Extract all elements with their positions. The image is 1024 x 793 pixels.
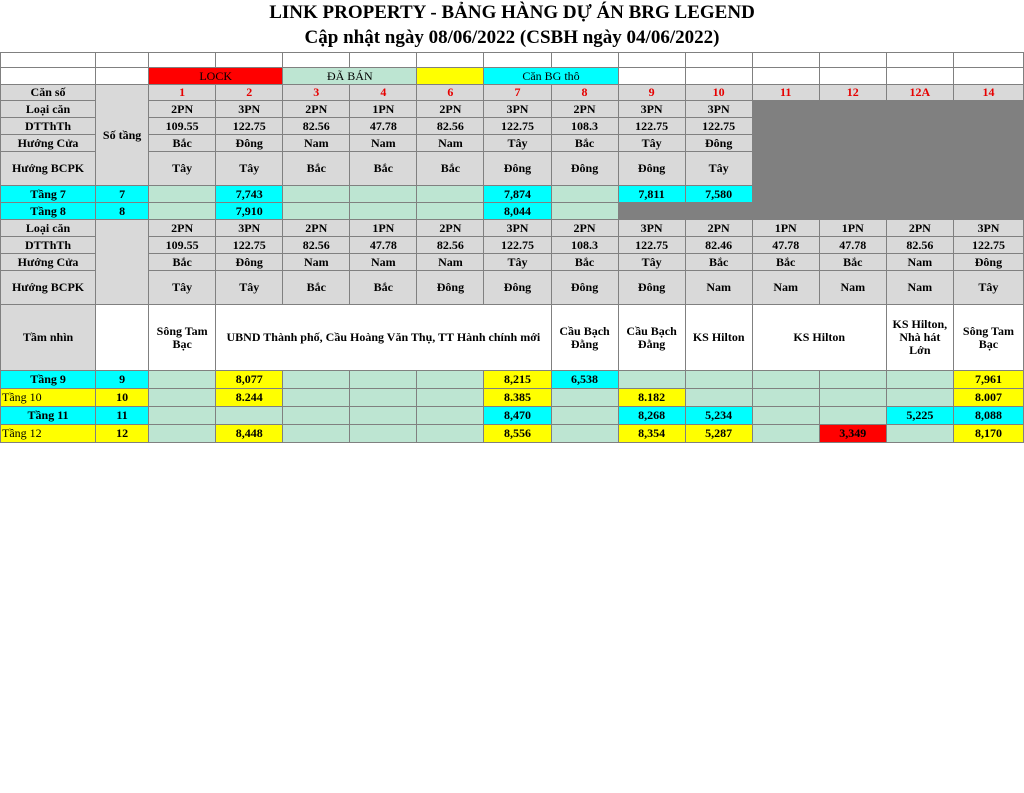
cell: Nam [417,254,484,271]
unit-header: 14 [953,85,1023,101]
unit-header: 6 [417,85,484,101]
cell: 2PN [417,101,484,118]
cell: 3PN [484,101,551,118]
cell: Tây [149,152,216,186]
cell: 82.46 [685,237,752,254]
cell: 82.56 [417,118,484,135]
floor-number: 8 [96,203,149,220]
cell: Nam [283,254,350,271]
price-cell: 5,225 [886,407,953,425]
cell: 3PN [484,220,551,237]
cell: 2PN [149,220,216,237]
floor-label: Tầng 10 [1,389,96,407]
cell: 122.75 [685,118,752,135]
cell: Nam [350,254,417,271]
row-label: Tầm nhìn [1,305,96,371]
cell: Bắc [350,271,417,305]
blank-row [1,53,1024,68]
view-cell: Cầu Bạch Đằng [618,305,685,371]
floor-label: Tầng 11 [1,407,96,425]
price-table [0,52,1024,443]
cell: 122.75 [618,118,685,135]
area-row [1,237,1024,254]
cell: Bắc [551,254,618,271]
row-label: Loại căn [1,101,96,118]
cell: Đông [953,254,1023,271]
price-cell: 8,170 [953,425,1023,443]
cell: 1PN [819,220,886,237]
cell: 108.3 [551,118,618,135]
cell: Nam [752,271,819,305]
legend-row [1,68,1024,85]
view-cell: KS Hilton [752,305,886,371]
cell: 1PN [350,220,417,237]
view-row [1,305,1024,371]
cell: 108.3 [551,237,618,254]
floor-label: Tầng 12 [1,425,96,443]
cell: Bắc [350,152,417,186]
cell: 2PN [886,220,953,237]
cell: Bắc [149,254,216,271]
cell: Tây [216,152,283,186]
cell: 122.75 [484,237,551,254]
price-cell: 8.385 [484,389,551,407]
cell: Tây [685,152,752,186]
cell: Bắc [819,254,886,271]
cell: 2PN [283,101,350,118]
cell: Bắc [685,254,752,271]
unit-header: 12A [886,85,953,101]
price-cell: 7,811 [618,186,685,203]
cell: 2PN [417,220,484,237]
price-cell: 5,287 [685,425,752,443]
price-cell: 7,910 [216,203,283,220]
cell: 1PN [752,220,819,237]
price-cell: 7,743 [216,186,283,203]
cell: Tây [618,254,685,271]
floor-row [1,407,1024,425]
cell: 82.56 [283,118,350,135]
price-cell: 8,088 [953,407,1023,425]
cell: Bắc [417,152,484,186]
cell: Tây [618,135,685,152]
cell: Tây [149,271,216,305]
cell: Đông [551,152,618,186]
cell: Bắc [149,135,216,152]
cell: 122.75 [484,118,551,135]
cell: Đông [417,271,484,305]
cell: 47.78 [819,237,886,254]
cell: Tây [484,254,551,271]
unit-header: 4 [350,85,417,101]
price-cell: 8,448 [216,425,283,443]
view-cell: Sông Tam Bạc [953,305,1023,371]
row-label: DTThTh [1,118,96,135]
unit-header: 11 [752,85,819,101]
floors-header: Số tầng [102,127,142,142]
price-cell: 8,470 [484,407,551,425]
page-title [0,0,1024,50]
price-cell: 8,215 [484,371,551,389]
cell: Đông [216,135,283,152]
cell: Đông [685,135,752,152]
price-cell: 8.182 [618,389,685,407]
floor-label: Tầng 9 [1,371,96,389]
floor-number: 7 [96,186,149,203]
cell: 122.75 [953,237,1023,254]
cell: 2PN [149,101,216,118]
legend-can-bg: Căn BG thô [484,68,618,85]
balcony-direction-row [1,271,1024,305]
cell: Đông [551,271,618,305]
cell: 3PN [216,101,283,118]
cell: 82.56 [417,237,484,254]
cell: 3PN [953,220,1023,237]
row-label: Hướng Cửa [1,254,96,271]
cell: Đông [618,271,685,305]
floor-number: 10 [96,389,149,407]
cell: 122.75 [216,118,283,135]
cell: 47.78 [350,118,417,135]
floor-label: Tầng 7 [1,186,96,203]
cell: Đông [484,152,551,186]
row-label: Hướng BCPK [1,271,96,305]
door-direction-row [1,254,1024,271]
unit-header: 8 [551,85,618,101]
unit-header: 12 [819,85,886,101]
cell: 82.56 [283,237,350,254]
view-cell: KS Hilton [685,305,752,371]
cell: Đông [484,271,551,305]
cell: Tây [953,271,1023,305]
cell: 2PN [283,220,350,237]
unit-header: 9 [618,85,685,101]
cell: 47.78 [752,237,819,254]
price-cell: 6,538 [551,371,618,389]
cell: 3PN [685,101,752,118]
legend-sold: ĐÃ BÁN [283,68,417,85]
cell: 2PN [551,220,618,237]
row-label: Loại căn [1,220,96,237]
cell: Nam [283,135,350,152]
cell: 109.55 [149,237,216,254]
unit-header: 3 [283,85,350,101]
view-cell: Sông Tam Bạc [149,305,216,371]
floor-row [1,389,1024,407]
price-cell: 8,556 [484,425,551,443]
cell: Bắc [283,271,350,305]
view-cell: Cầu Bạch Đằng [551,305,618,371]
cell: Nam [685,271,752,305]
cell: 47.78 [350,237,417,254]
floor-number: 9 [96,371,149,389]
view-cell: UBND Thành phố, Cầu Hoàng Văn Thụ, TT Hành chính mới [216,305,551,371]
price-cell: 8.007 [953,389,1023,407]
cell: 122.75 [618,237,685,254]
cell: Nam [417,135,484,152]
unit-header: 1 [149,85,216,101]
cell: 1PN [350,101,417,118]
cell: 109.55 [149,118,216,135]
subtitle-line: Cập nhật ngày 08/06/2022 (CSBH ngày 04/06/2022) [304,27,720,48]
legend-lock: LOCK [149,68,283,85]
floor-label: Tầng 8 [1,203,96,220]
price-cell: 8.244 [216,389,283,407]
price-cell: 7,580 [685,186,752,203]
row-label: Căn số [1,85,96,101]
row-label: Hướng Cửa [1,135,96,152]
floor-row [1,371,1024,389]
floor-row [1,425,1024,443]
price-cell: 8,077 [216,371,283,389]
unit-number-row [1,85,1024,101]
price-cell: 8,044 [484,203,551,220]
view-cell: KS Hilton, Nhà hát Lớn [886,305,953,371]
cell: Bắc [283,152,350,186]
cell: 122.75 [216,237,283,254]
floor-number: 12 [96,425,149,443]
floor-number: 11 [96,407,149,425]
row-label: Hướng BCPK [1,152,96,186]
cell: 3PN [618,220,685,237]
cell: Tây [216,271,283,305]
price-cell: 7,961 [953,371,1023,389]
unit-header: 7 [484,85,551,101]
row-label: DTThTh [1,237,96,254]
cell: 2PN [685,220,752,237]
unit-header: 2 [216,85,283,101]
cell: Nam [886,271,953,305]
cell: 3PN [618,101,685,118]
cell: Nam [886,254,953,271]
cell: Nam [819,271,886,305]
price-cell: 3,349 [819,425,886,443]
floor-row [1,186,1024,203]
title-line: LINK PROPERTY - BẢNG HÀNG DỰ ÁN BRG LEGEND [269,2,755,23]
cell: 82.56 [886,237,953,254]
cell: 3PN [216,220,283,237]
cell: Bắc [752,254,819,271]
unit-type-row [1,101,1024,118]
price-cell: 8,268 [618,407,685,425]
cell: 2PN [551,101,618,118]
unit-type-row [1,220,1024,237]
floor-row [1,203,1024,220]
cell: Đông [618,152,685,186]
unit-header: 10 [685,85,752,101]
price-cell: 8,354 [618,425,685,443]
price-cell: 5,234 [685,407,752,425]
cell: Nam [350,135,417,152]
price-cell: 7,874 [484,186,551,203]
cell: Tây [484,135,551,152]
cell: Bắc [551,135,618,152]
cell: Đông [216,254,283,271]
